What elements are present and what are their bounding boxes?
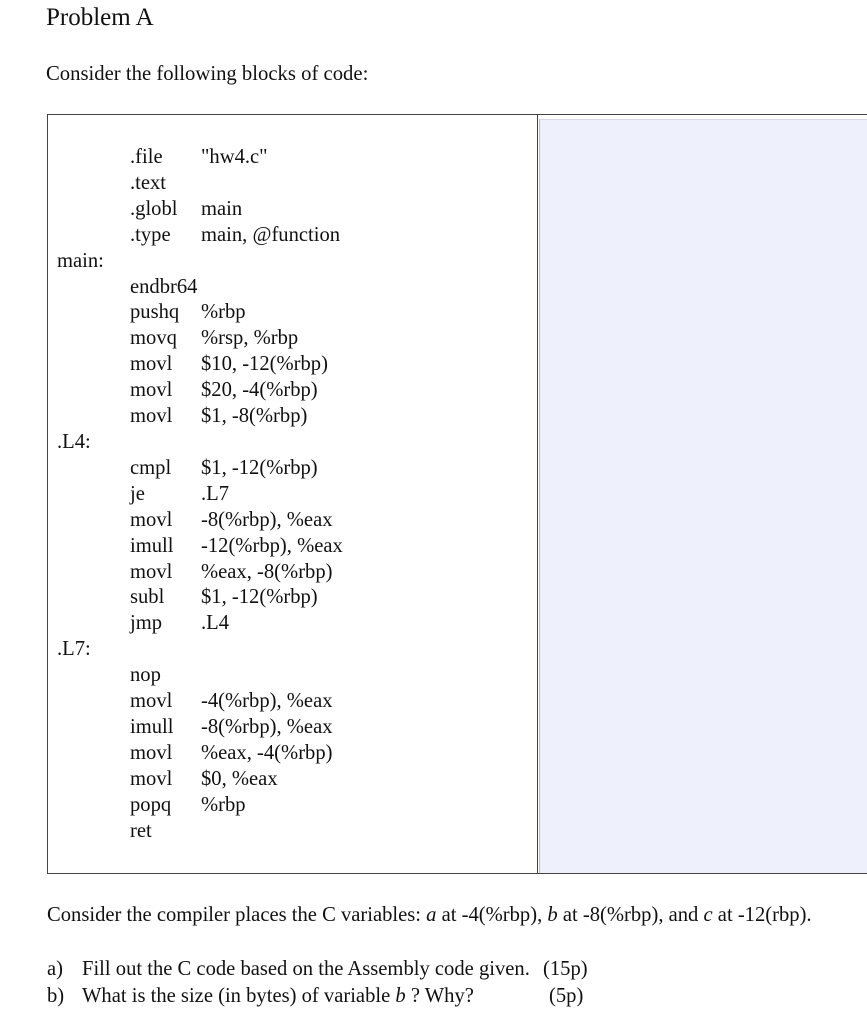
instruction-operands: $20, -4(%rbp): [201, 379, 318, 402]
instruction-mnemonic: movl: [130, 767, 173, 790]
code-label-line: [48, 249, 536, 275]
instruction-operands: .L4: [201, 612, 230, 635]
instruction-operands: %rbp: [201, 301, 246, 324]
instruction-mnemonic: movl: [130, 560, 173, 583]
instruction-mnemonic: cmpl: [130, 456, 172, 479]
code-line: [48, 300, 536, 326]
directive-operand: main, @function: [201, 223, 341, 246]
instruction-mnemonic: jmp: [130, 612, 163, 635]
question-a: [0, 957, 867, 981]
instruction-mnemonic: je: [130, 482, 145, 505]
code-line: [48, 793, 536, 819]
code-line: [48, 508, 536, 534]
instruction-mnemonic: endbr64: [130, 275, 198, 298]
instruction-mnemonic: nop: [130, 664, 161, 687]
code-line: [48, 404, 536, 430]
instruction-operands: $1, -8(%rbp): [201, 405, 308, 428]
code-label: .L4:: [57, 430, 91, 453]
assembly-code-block: [48, 145, 536, 844]
code-line: [48, 171, 536, 197]
assembler-directive: .text: [130, 171, 167, 194]
variable-c: c: [703, 904, 713, 926]
code-line: [48, 456, 536, 482]
instruction-mnemonic: subl: [130, 586, 165, 609]
question-text-before: What is the size (in bytes) of variable: [82, 985, 396, 1007]
question-text: Fill out the C code based on the Assembly code given.: [82, 958, 530, 980]
code-table: [47, 114, 867, 874]
directive-operand: "hw4.c": [201, 146, 268, 168]
instruction-operands: %eax, -8(%rbp): [201, 560, 333, 583]
instruction-operands: $1, -12(%rbp): [201, 586, 318, 609]
code-line: [48, 275, 536, 301]
question-marker: b): [47, 985, 65, 1007]
code-line: [48, 560, 536, 586]
variable-b: b: [395, 985, 406, 1007]
instruction-operands: -12(%rbp), %eax: [201, 534, 343, 557]
code-line: [48, 819, 536, 845]
code-line: [48, 741, 536, 767]
question-b: [0, 984, 867, 1008]
problem-title: Problem A: [46, 4, 154, 31]
code-line: [48, 352, 536, 378]
instruction-operands: $0, %eax: [201, 767, 278, 790]
code-line: [48, 767, 536, 793]
instruction-operands: -8(%rbp), %eax: [201, 715, 333, 738]
instruction-mnemonic: imull: [130, 715, 174, 738]
answer-area: [539, 119, 867, 873]
question-text: [82, 984, 474, 1008]
assembler-directive: .globl: [130, 197, 178, 220]
instruction-mnemonic: movl: [130, 379, 173, 402]
instruction-mnemonic: movl: [130, 508, 173, 531]
code-label: main:: [57, 249, 104, 272]
code-line: [48, 689, 536, 715]
question-marker: a): [47, 958, 63, 980]
instruction-operands: $10, -12(%rbp): [201, 353, 328, 376]
instruction-mnemonic: movq: [130, 327, 177, 350]
statement-text: at -4(%rbp),: [436, 904, 548, 926]
question-points: (5p): [549, 985, 584, 1007]
assembler-directive: .file: [130, 146, 163, 168]
code-line: [48, 378, 536, 404]
code-label: .L7:: [57, 638, 91, 661]
statement-text: at -12(rbp).: [712, 904, 812, 926]
instruction-mnemonic: movl: [130, 741, 173, 764]
directive-operand: main: [201, 197, 243, 220]
code-line: [48, 534, 536, 560]
code-line: [48, 482, 536, 508]
variable-placement-statement: [47, 903, 812, 927]
code-line: [48, 223, 536, 249]
intro-text: Consider the following blocks of code:: [46, 63, 369, 85]
variable-a: a: [426, 904, 437, 926]
instruction-mnemonic: ret: [130, 819, 152, 842]
instruction-mnemonic: movl: [130, 353, 173, 376]
instruction-operands: %rsp, %rbp: [201, 327, 299, 350]
instruction-operands: $1, -12(%rbp): [201, 456, 318, 479]
instruction-mnemonic: imull: [130, 534, 174, 557]
question-text-after: ? Why?: [405, 985, 474, 1007]
code-line: [48, 611, 536, 637]
code-line: [48, 145, 536, 171]
code-line: [48, 197, 536, 223]
code-line: [48, 663, 536, 689]
variable-b: b: [547, 904, 558, 926]
statement-text: at -8(%rbp), and: [557, 904, 704, 926]
instruction-operands: -8(%rbp), %eax: [201, 508, 333, 531]
instruction-mnemonic: pushq: [130, 301, 180, 324]
code-line: [48, 715, 536, 741]
instruction-mnemonic: movl: [130, 690, 173, 713]
question-points: (15p): [543, 958, 588, 980]
instruction-operands: -4(%rbp), %eax: [201, 690, 333, 713]
code-label-line: [48, 637, 536, 663]
statement-text: Consider the compiler places the C variables:: [47, 904, 427, 926]
instruction-operands: .L7: [201, 482, 230, 505]
code-line: [48, 326, 536, 352]
table-divider: [537, 115, 538, 873]
code-label-line: [48, 430, 536, 456]
assembler-directive: .type: [130, 223, 171, 246]
instruction-operands: %rbp: [201, 793, 246, 816]
instruction-operands: %eax, -4(%rbp): [201, 741, 333, 764]
instruction-mnemonic: movl: [130, 405, 173, 428]
code-line: [48, 585, 536, 611]
instruction-mnemonic: popq: [130, 793, 172, 816]
